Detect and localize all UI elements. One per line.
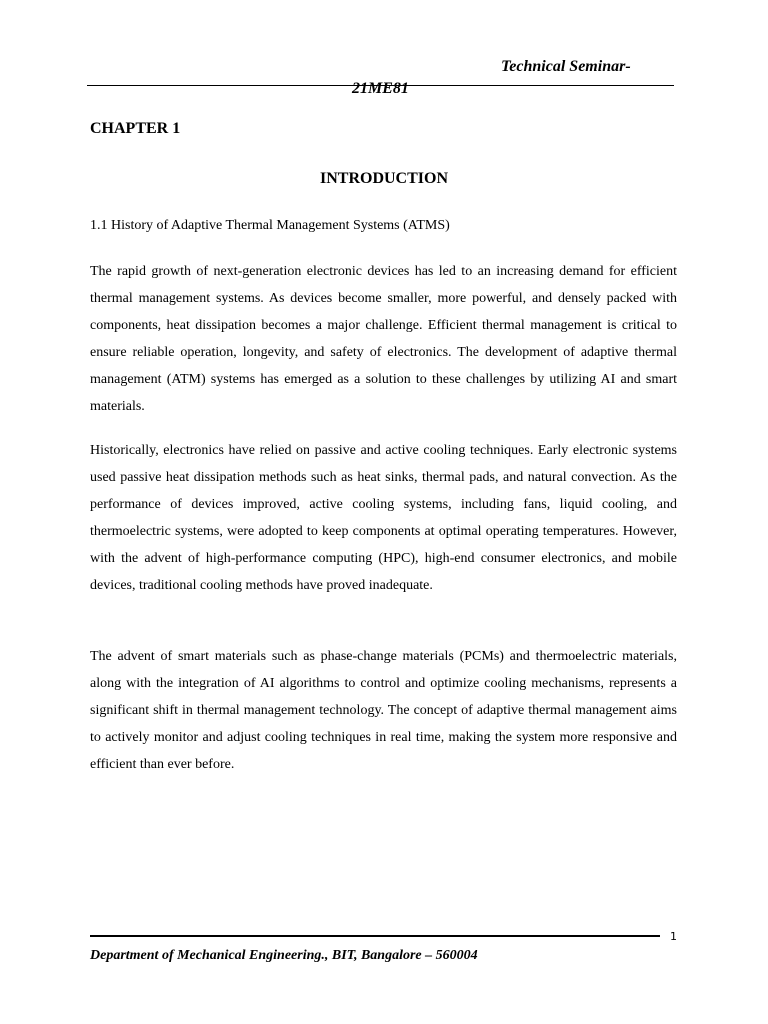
section-title: INTRODUCTION (319, 170, 448, 187)
subsection-heading: 1.1 History of Adaptive Thermal Management Systems (ATMS) (90, 218, 450, 233)
header-title: Technical Seminar- (501, 58, 631, 75)
chapter-heading: CHAPTER 1 (90, 120, 181, 137)
body-paragraph-1: The rapid growth of next-generation electronic devices has led to an increasing demand for efficient thermal management systems. As devices become smaller, more powerful, and densely packed with components, heat dissipation becomes a major challenge. Efficient thermal management is critical to ensure reliable operation, longevity, and safety of electronics. The development of adaptive thermal management (ATM) systems has emerged as a solution to these challenges by utilizing AI and smart materials. (90, 264, 677, 414)
footer-department: Department of Mechanical Engineering., BIT, Bangalore – 560004 (90, 948, 478, 963)
footer-divider (90, 935, 660, 937)
body-paragraph-3: The advent of smart materials such as phase-change materials (PCMs) and thermoelectric materials, along with the integration of AI algorithms to control and optimize cooling mechanisms, represents a significant shift in thermal management technology. The concept of adaptive thermal management aims to actively monitor and adjust cooling techniques in real time, making the system more responsive and efficient than ever before. (90, 649, 677, 772)
page-number: 1 (670, 930, 677, 943)
header-course-code: 21ME81 (352, 80, 409, 97)
body-paragraph-2: Historically, electronics have relied on passive and active cooling techniques. Early electronic systems used passive heat dissipation methods such as heat sinks, thermal pads, and natural convection. As the performance of devices improved, active cooling systems, including fans, liquid cooling, and thermoelectric systems, were adopted to keep components at optimal operating temperatures. However, with the advent of high-performance computing (HPC), high-end consumer electronics, and mobile devices, traditional cooling methods have proved inadequate. (90, 443, 677, 593)
